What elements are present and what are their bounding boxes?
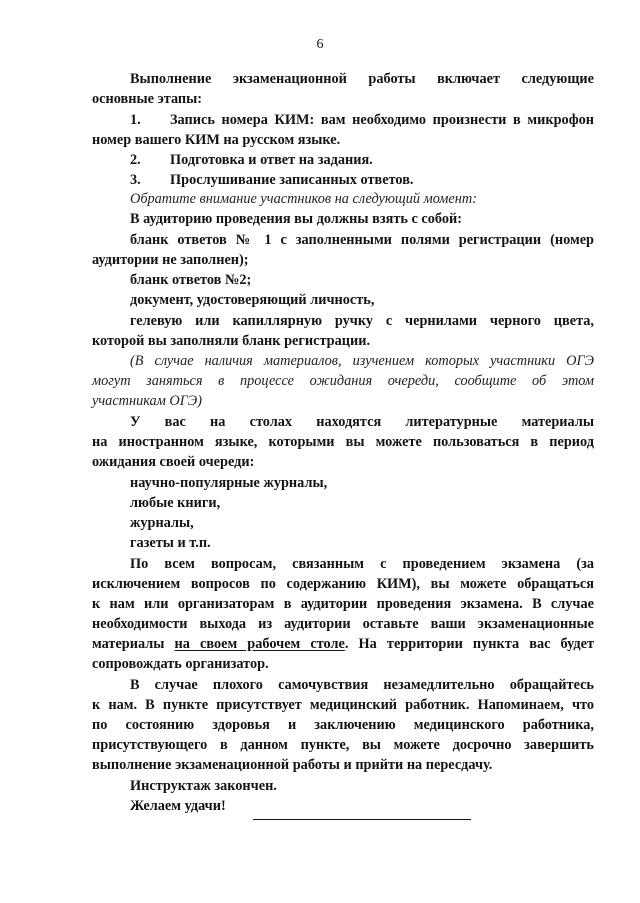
materials-item: журналы, — [130, 515, 194, 531]
bring-item: документ, удостоверяющий личность, — [130, 292, 375, 308]
health-line: В случае плохого самочувствия незамедлительно обращайтесь — [130, 677, 594, 693]
materials-note: (В случае наличия материалов, изучением которых участники ОГЭ — [130, 353, 594, 369]
questions-line: к нам или организаторам в аудитории проведения экзамена. В случае — [92, 596, 594, 612]
closing-line: Инструктаж закончен. — [130, 778, 277, 794]
materials-note: участникам ОГЭ) — [92, 393, 202, 409]
step-text: номер вашего КИМ на русском языке. — [92, 132, 341, 148]
step-number: 3. — [130, 172, 141, 188]
questions-line: необходимости выхода из аудитории оставьте ваши экзаменационные — [92, 616, 594, 632]
step-text: Запись номера КИМ: вам необходимо произнести в микрофон — [170, 112, 594, 128]
materials-note: могут заняться в процессе ожидания очереди, сообщите об этом — [92, 373, 594, 389]
end-rule — [253, 819, 471, 820]
materials-item: газеты и т.п. — [130, 535, 211, 551]
page-number: 6 — [316, 37, 324, 52]
step-text: Прослушивание записанных ответов. — [170, 172, 414, 188]
bring-item: аудитории не заполнен); — [92, 252, 249, 268]
step-number: 2. — [130, 152, 141, 168]
health-line: присутствующего в данном пункте, вы можете досрочно завершить — [92, 737, 594, 753]
bring-item: которой вы заполняли бланк регистрации. — [92, 333, 371, 349]
bring-intro: В аудиторию проведения вы должны взять с собой: — [130, 211, 463, 227]
materials-line: У вас на столах находятся литературные материалы — [130, 414, 594, 430]
materials-item: любые книги, — [130, 495, 221, 511]
questions-line: По всем вопросам, связанным с проведением экзамена (за — [130, 556, 594, 572]
questions-text: . На территории пункта вас будет — [344, 636, 594, 652]
materials-line: ожидания своей очереди: — [92, 454, 255, 470]
health-line: выполнение экзаменационной работы и прийти на пересдачу. — [92, 757, 493, 773]
bring-item: гелевую или капиллярную ручку с чернилами черного цвета, — [130, 313, 594, 329]
questions-line — [92, 634, 594, 654]
questions-line: исключением вопросов по содержанию КИМ), вы можете обращаться — [92, 576, 594, 592]
bring-item: бланк ответов №2; — [130, 272, 252, 288]
step-number: 1. — [130, 112, 141, 128]
closing-line: Желаем удачи! — [130, 798, 226, 814]
health-line: к нам. В пункте присутствует медицинский работник. Напоминаем, что — [92, 697, 594, 713]
materials-item: научно-популярные журналы, — [130, 475, 328, 491]
step-text: Подготовка и ответ на задания. — [170, 152, 373, 168]
intro-line: Выполнение экзаменационной работы включает следующие — [130, 71, 594, 87]
intro-line: основные этапы: — [92, 91, 203, 107]
materials-line: на иностранном языке, которыми вы можете пользоваться в период — [92, 434, 594, 450]
questions-text: материалы — [92, 636, 165, 652]
bring-item: бланк ответов № 1 с заполненными полями регистрации (номер — [130, 232, 594, 248]
questions-line: сопровождать организатор. — [92, 656, 269, 672]
health-line: по состоянию здоровья и заключению медицинского работника, — [92, 717, 594, 733]
underlined-desk-phrase: на своем рабочем столе — [174, 636, 345, 652]
attention-note: Обратите внимание участников на следующий момент: — [130, 191, 477, 207]
